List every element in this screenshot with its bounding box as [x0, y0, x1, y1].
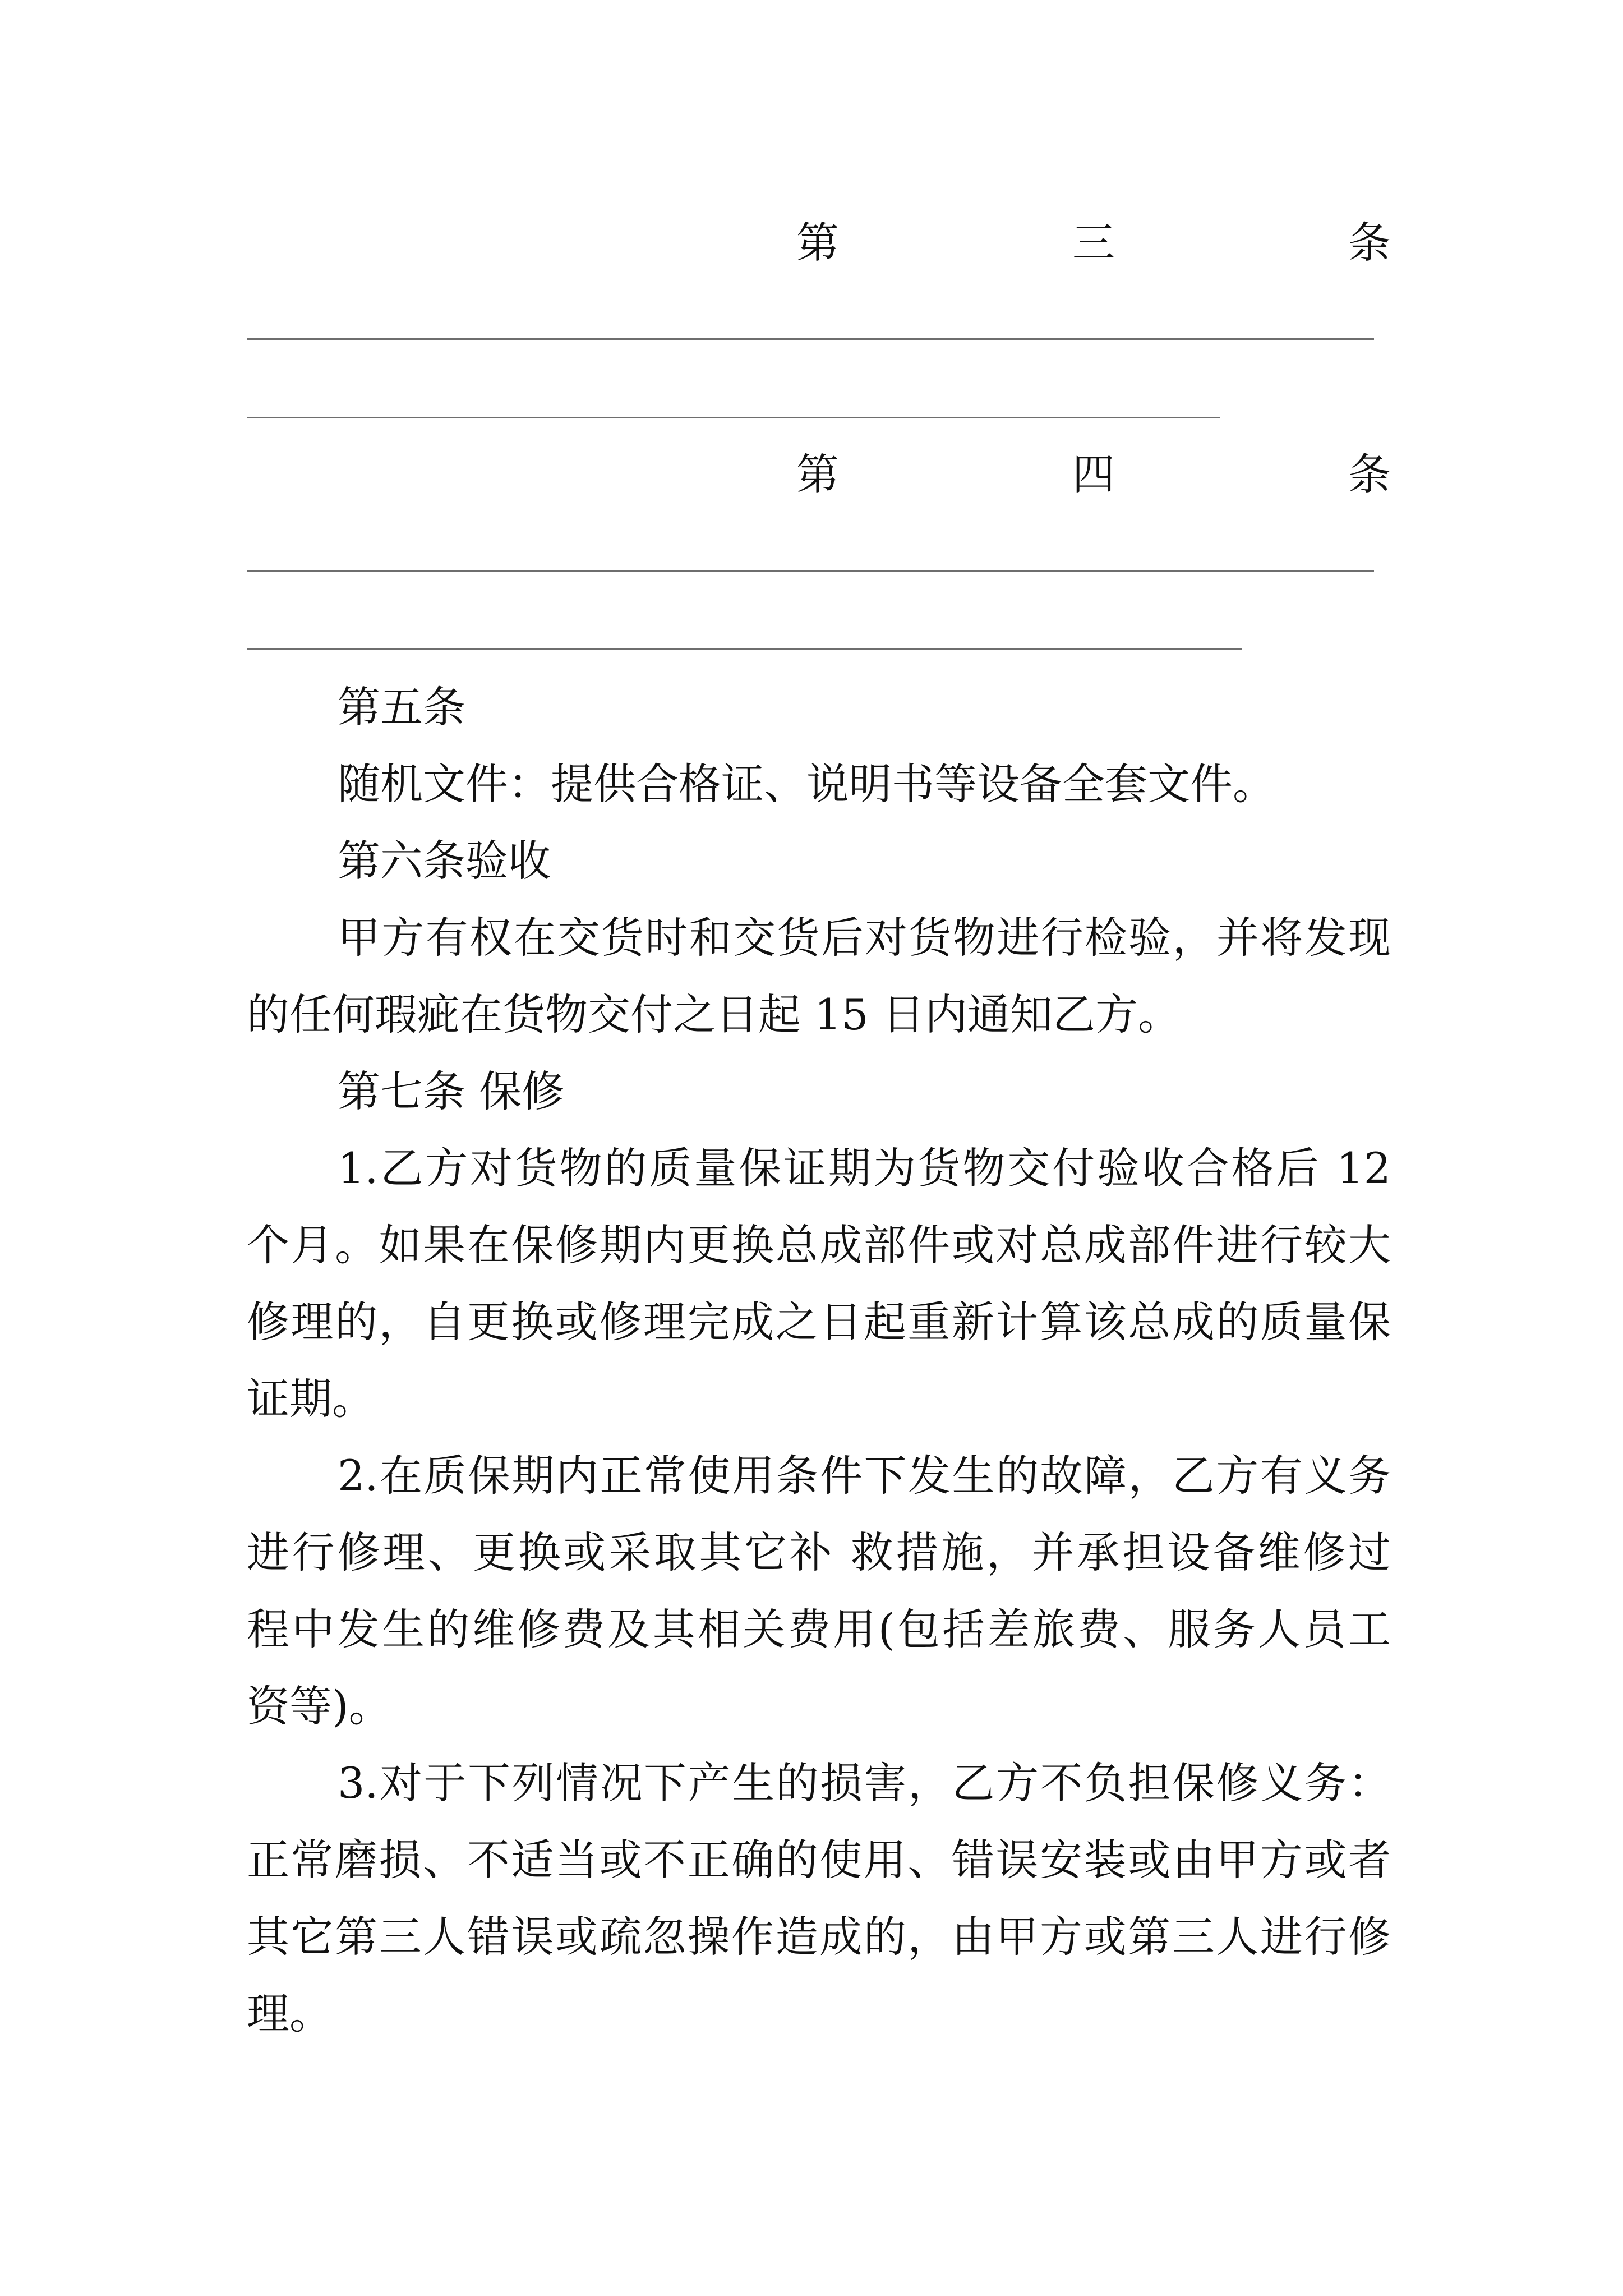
- article-4-blank-line-2: [247, 648, 1242, 650]
- article-7-item-2-line-4: 资等)。: [247, 1681, 391, 1731]
- article-7-item-2-line-2: 进行修理、更换或采取其它补 救措施，并承担设备维修过: [247, 1527, 1391, 1577]
- article-6-line-1: 甲方有权在交货时和交货后对货物进行检验，并将发现: [338, 913, 1391, 963]
- article-3-blank-line-1: [247, 338, 1374, 340]
- article-3-heading: [796, 218, 1391, 268]
- article-7-title: 第七条 保修: [338, 1066, 565, 1116]
- article-3-char-3: 条: [1348, 218, 1391, 268]
- article-4-char-1: 第: [796, 449, 839, 499]
- article-7-item-1-line-2: 个月。如果在保修期内更换总成部件或对总成部件进行较大: [247, 1220, 1391, 1270]
- article-5-title: 第五条: [338, 682, 465, 732]
- article-7-item-1-line-3: 修理的，自更换或修理完成之日起重新计算该总成的质量保: [247, 1297, 1391, 1347]
- article-4-blank-line-1: [247, 570, 1374, 572]
- article-4-char-3: 条: [1348, 449, 1391, 499]
- article-6-line-2: 的任何瑕疵在货物交付之日起 15 日内通知乙方。: [247, 990, 1181, 1039]
- article-4-char-2: 四: [1072, 449, 1115, 499]
- article-6-title: 第六条验收: [338, 836, 551, 886]
- article-4-heading: [796, 449, 1391, 499]
- article-7-item-3-line-2: 正常磨损、不适当或不正确的使用、错误安装或由甲方或者: [247, 1835, 1391, 1885]
- article-7-item-1-line-1: 1.乙方对货物的质量保证期为货物交付验收合格后 12: [338, 1143, 1391, 1193]
- article-3-char-2: 三: [1072, 218, 1115, 268]
- article-7-item-3-line-3: 其它第三人错误或疏忽操作造成的，由甲方或第三人进行修: [247, 1912, 1391, 1962]
- article-3-blank-line-2: [247, 417, 1220, 418]
- article-3-char-1: 第: [796, 218, 839, 268]
- article-7-item-3-line-1: 3.对于下列情况下产生的损害，乙方不负担保修义务：: [338, 1758, 1391, 1808]
- article-7-item-2-line-1: 2.在质保期内正常使用条件下发生的故障，乙方有义务: [338, 1451, 1391, 1501]
- article-5-body: 随机文件：提供合格证、说明书等设备全套文件。: [338, 759, 1275, 809]
- article-7-item-3-line-4: 理。: [247, 1989, 332, 2039]
- article-7-item-1-line-4: 证期。: [247, 1374, 375, 1424]
- article-7-item-2-line-3: 程中发生的维修费及其相关费用(包括差旅费、服务人员工: [247, 1604, 1391, 1654]
